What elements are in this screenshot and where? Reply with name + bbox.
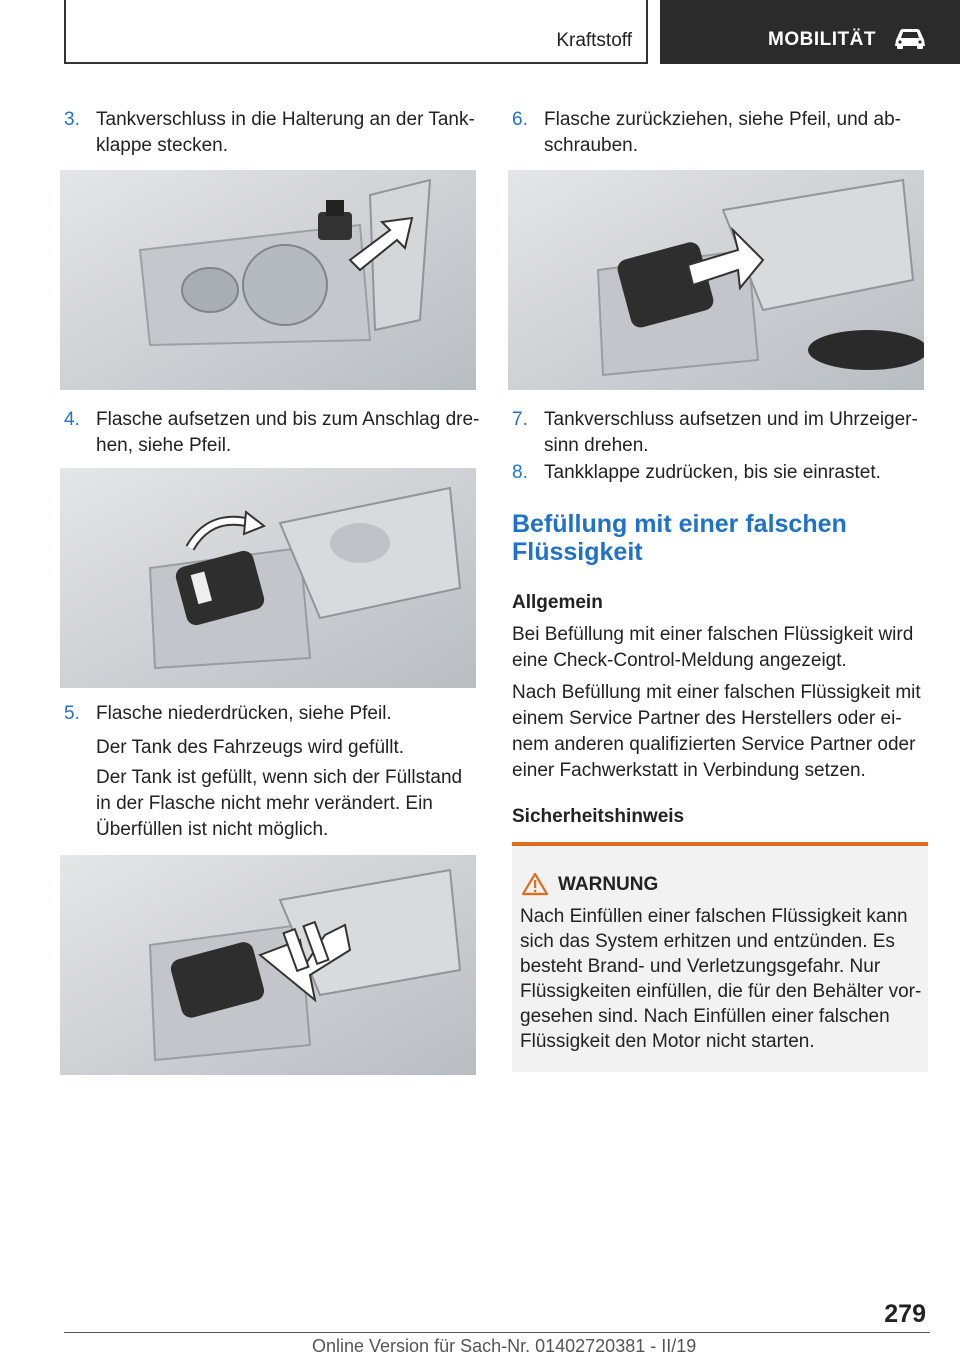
- step-text: Flasche aufsetzen und bis zum Anschlag dre-hen, siehe Pfeil.: [96, 409, 480, 456]
- figure-cap-holder: [60, 170, 476, 390]
- header-section-title: Kraftstoff: [556, 30, 632, 51]
- warning-text: Nach Einfüllen einer falschen Flüssigkeit kann sich das System erhitzen und entzünden. Es besteht Brand- und Verletzungsgefahr. Nur Flüssigkeiten einfüllen, die für den Behälter vor-gesehen sind. Nach Einfüllen einer falschen Flüssigkeit den Motor nicht starten.: [520, 906, 922, 1052]
- step-number: 8.: [512, 462, 528, 483]
- footer-online-version: Online Version für Sach-Nr. 01402720381 - II/19: [312, 1336, 697, 1356]
- paragraph-check-control: Bei Befüllung mit einer falschen Flüssigkeit wird eine Check-Control-Meldung angezeigt.: [512, 624, 914, 671]
- header-section-box: [64, 0, 648, 64]
- warning-triangle-icon: [522, 872, 548, 896]
- figure-bottle-press: [60, 855, 476, 1075]
- subheading-general: Allgemein: [512, 592, 603, 613]
- header-chapter-title: MOBILITÄT: [768, 29, 876, 50]
- step-text: Tankklappe zudrücken, bis sie einrastet.: [544, 462, 881, 483]
- subheading-safety: Sicherheitshinweis: [512, 806, 685, 827]
- footer-divider: [64, 1332, 930, 1333]
- bottle-pull-illustration: [508, 170, 924, 390]
- step-text: Flasche zurückziehen, siehe Pfeil, und ab-schrauben.: [544, 109, 901, 156]
- figure-bottle-pull: [508, 170, 924, 390]
- paragraph-service-partner: Nach Befüllung mit einer falschen Flüssigkeit mit einem Service Partner des Herstellers oder ei-nem anderen qualifizierten Service Partner oder einer Fachwerkstatt in Verbindung setzen.: [512, 682, 921, 781]
- figure-bottle-turn: [60, 468, 476, 688]
- step-number: 6.: [512, 109, 528, 130]
- car-icon: [892, 26, 928, 50]
- warning-title: WARNUNG: [558, 874, 659, 895]
- step-number: 3.: [64, 109, 80, 130]
- bottle-turn-illustration: [60, 468, 476, 688]
- header-chapter-box: [660, 0, 960, 64]
- paragraph-tank-filled: Der Tank des Fahrzeugs wird gefüllt.: [96, 737, 405, 758]
- bottle-press-illustration: [60, 855, 476, 1075]
- step-number: 5.: [64, 703, 80, 724]
- step-text: Tankverschluss aufsetzen und im Uhrzeiger-sinn drehen.: [544, 409, 918, 456]
- step-number: 7.: [512, 409, 528, 430]
- page-number: 279: [884, 1300, 926, 1328]
- paragraph-tank-full: Der Tank ist gefüllt, wenn sich der Füllstand in der Flasche nicht mehr verändert. Ein Überfüllen ist nicht möglich.: [96, 767, 463, 840]
- step-text: Flasche niederdrücken, siehe Pfeil.: [96, 703, 392, 724]
- section-heading-wrong-fluid: Befüllung mit einer falschen Flüssigkeit: [512, 510, 847, 566]
- fuel-flap-cap-illustration: [60, 170, 476, 390]
- step-text: Tankverschluss in die Halterung an der Tank-klappe stecken.: [96, 109, 475, 156]
- step-number: 4.: [64, 409, 80, 430]
- warning-box: [512, 842, 928, 1072]
